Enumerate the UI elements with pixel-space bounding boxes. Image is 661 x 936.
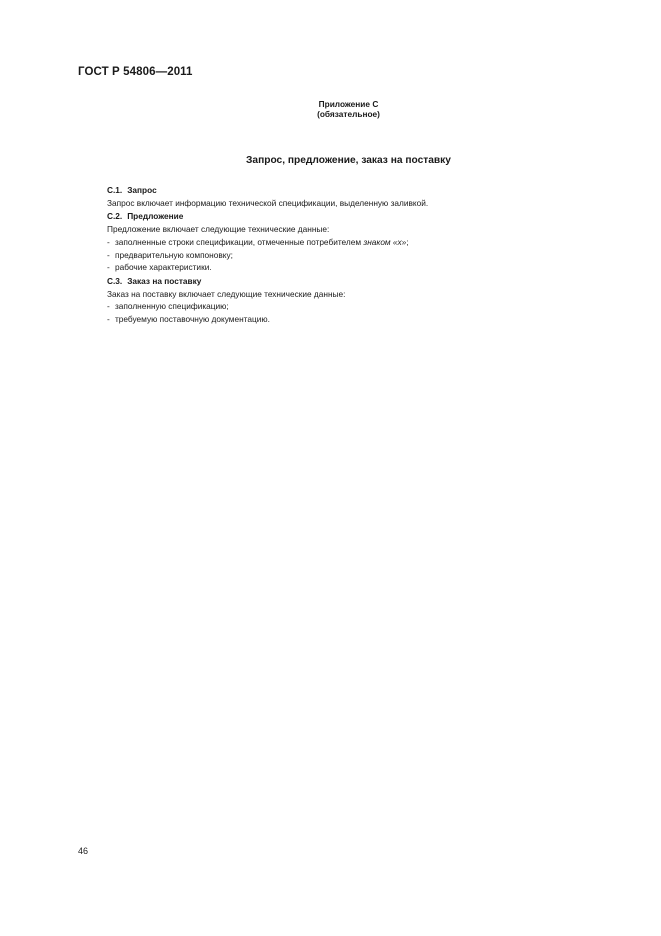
section-c1 (107, 184, 587, 209)
list-item-text: предварительную компоновку; (115, 249, 233, 260)
section-c3 (107, 275, 587, 326)
section-title: Предложение (127, 211, 184, 222)
list-marker: - (107, 249, 110, 260)
list-item-tail: ; (406, 236, 409, 247)
list-item (107, 236, 587, 249)
list-item-text: требуемую поставочную документацию. (115, 314, 270, 325)
list-item-emphasis: знаком «х» (363, 236, 407, 247)
page-number: 46 (78, 846, 89, 856)
list-item (107, 249, 587, 262)
list-marker: - (107, 262, 110, 273)
section-paragraph: Заказ на поставку включает следующие технические данные: (107, 288, 346, 299)
section-number: С.1. (107, 185, 123, 195)
list-marker: - (107, 301, 110, 312)
section-title: Заказ на поставку (127, 275, 202, 286)
list-item (107, 313, 587, 326)
list-marker: - (107, 236, 110, 247)
section-heading (107, 210, 587, 223)
list-item-text: рабочие характеристики. (115, 262, 212, 273)
list-item (107, 300, 587, 313)
appendix-status: (обязательное) (317, 109, 380, 119)
list-item (107, 261, 587, 274)
list-marker: - (107, 314, 110, 325)
section-heading (107, 275, 587, 288)
section-heading (107, 184, 587, 197)
page-title: Запрос, предложение, заказ на поставку (246, 155, 451, 166)
bullet-list (107, 236, 587, 274)
section-c2 (107, 210, 587, 274)
section-paragraph: Запрос включает информацию технической спецификации, выделенную заливкой. (107, 197, 429, 208)
appendix-heading (0, 99, 661, 119)
section-title: Запрос (127, 185, 157, 195)
section-number: С.2. (107, 211, 123, 222)
list-item-text: заполненную спецификацию; (115, 301, 229, 312)
section-paragraph: Предложение включает следующие технические данные: (107, 224, 330, 235)
list-item-text: заполненные строки спецификации, отмеченные потребителем (115, 236, 364, 247)
bullet-list (107, 300, 587, 325)
document-header: ГОСТ Р 54806—2011 (78, 66, 193, 78)
appendix-title: Приложение С (318, 99, 379, 109)
document-body (107, 183, 587, 326)
section-number: С.3. (107, 275, 123, 286)
